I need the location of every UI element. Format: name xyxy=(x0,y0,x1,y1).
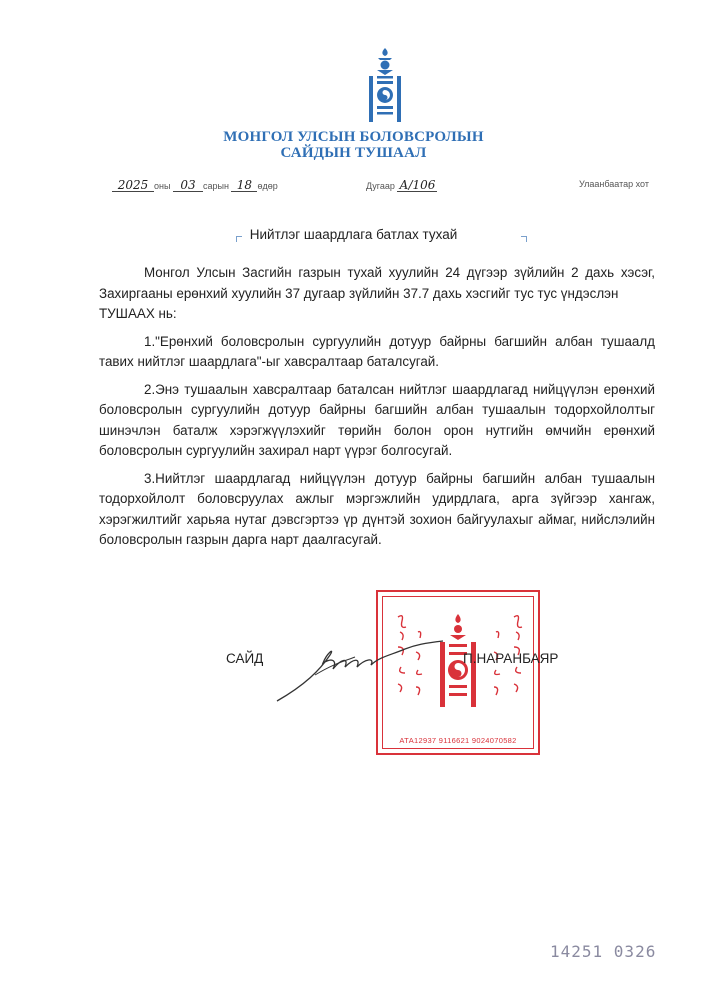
order-number-field xyxy=(366,179,437,192)
item-2: 2.Энэ тушаалын хавсралтаар баталсан нийтлэг шаардлагад нийцүүлэн ерөнхий боловсролын сургуулийн дотуур байрны багшийн албан тушаалын тодорхойлолтыг шинэчлэн баталж хэрэгжүүлэхийг төрийн болон орон нутгийн өмчийн ерөнхий боловсролын сургуулийн захирал нарт үүрэг болгосугай. xyxy=(99,381,655,458)
date-month: 03 xyxy=(173,179,203,192)
date-year: 2025 xyxy=(112,179,154,192)
intro-paragraph xyxy=(99,263,655,325)
order-body xyxy=(99,263,655,558)
ministry-title-line2: САЙДЫН ТУШААЛ xyxy=(280,145,427,161)
signatory-title: САЙД xyxy=(226,651,264,666)
seal-number: АТА12937 9116621 9024070582 xyxy=(399,736,517,745)
signatory-name: П.НАРАНБАЯР xyxy=(463,651,559,666)
city-label: Улаанбаатар хот xyxy=(579,179,649,189)
order-word: ТУШААХ нь: xyxy=(99,306,177,321)
intro-text: Монгол Улсын Засгийн газрын тухай хуулийн 24 дүгээр зүйлийн 2 дахь хэсэг, Захиргааны ерөнхий хуулийн 37 дугаар зүйлийн 37.7 дахь хэсгийг тус тус үндэслэн xyxy=(99,265,655,301)
subject-title: Нийтлэг шаардлага батлах тухай xyxy=(249,227,458,242)
date-month-suffix: сарын xyxy=(202,181,229,191)
item-1: 1."Ерөнхий боловсролын сургуулийн дотуур байрны багшийн албан тушаалд тавих нийтлэг шаардлага"-ыг хавсралтаар баталсугай. xyxy=(99,333,655,369)
handwritten-signature xyxy=(275,635,445,705)
soyombo-emblem-icon xyxy=(365,46,405,126)
item-3: 3.Нийтлэг шаардлагад нийцүүлэн дотуур байрны багшийн албан тушаалын тодорхойлолт боловсруулах ажлыг мэргэжлийн удирдлага, арга зүйгээр хангаж, хэрэгжилтийг харьяа нутаг дэвсгэртээ үр дүнтэй зохион байгуулахыг аймаг, нийслэлийн боловсролын газрын дарга нарт даалгасугай. xyxy=(99,470,655,547)
order-number: А/106 xyxy=(399,178,436,192)
ministry-title-line1: МОНГОЛ УЛСЫН БОЛОВСРОЛЫН xyxy=(223,129,484,145)
date-day-suffix: өдөр xyxy=(257,181,278,191)
date-year-suffix: оны xyxy=(154,181,171,191)
date-day: 18 xyxy=(231,179,257,192)
order-number-label: Дугаар xyxy=(366,181,395,191)
date-field xyxy=(112,179,278,192)
document-registry-code: 14251 0326 xyxy=(550,942,657,961)
